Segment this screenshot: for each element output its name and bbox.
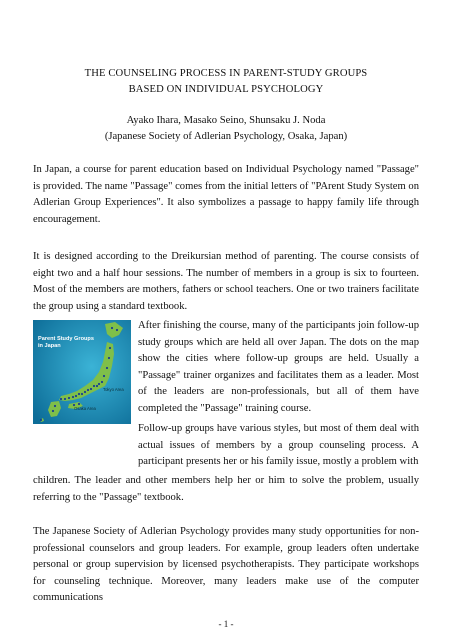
paragraph-group-styles-cont: children. The leader and other members help her or him to solve the problem, usually referring to the "Passage" textbook. xyxy=(33,475,419,503)
page-number: - 1 - xyxy=(218,619,234,629)
map-label-osaka: Osaka Area xyxy=(74,406,96,411)
paper-title-line-2: BASED ON INDIVIDUAL PSYCHOLOGY xyxy=(128,84,324,95)
paragraph-group-styles-start: Follow-up groups have various styles, but most of them deal with actual issues of members by a group counseling process. A participant presents her or his family issue, mostly a problem with xyxy=(138,423,419,468)
map-title: Parent Study Groups in Japan xyxy=(38,336,94,349)
paragraph-intro: In Japan, a course for parent education based on Individual Psychology named "Passage" is provided. The name "Passage" comes from the initial letters of "PArent Study System on Adlerian Group Experiences". It also symbolizes a passage to happy family life through encouragement. xyxy=(33,164,419,225)
map-label-tokyo: Tokyo Area xyxy=(103,387,124,392)
paper-title-line-1: THE COUNSELING PROCESS IN PARENT-STUDY GROUPS xyxy=(84,68,368,79)
paragraph-society-support: The Japanese Society of Adlerian Psychology provides many study opportunities for non-professional counselors and group leaders. For example, group leaders often undertake personal or group supervision by licensed psychotherapists. They participate workshops for counseling technique. Moreover, many leaders make use of the computer communications xyxy=(33,526,419,604)
paragraph-course-design: It is designed according to the Dreikursian method of parenting. The course consists of eight two and a half hour sessions. The number of members in a group is six to fourteen. Most of the members are mothers, fathers or school teachers. One or two trainers facilitate the group using a standard textbook. xyxy=(33,251,419,312)
author-affiliation: (Japanese Society of Adlerian Psychology, Osaka, Japan) xyxy=(104,131,348,142)
author-names: Ayako Ihara, Masako Seino, Shunsaku J. Noda xyxy=(126,115,326,126)
paragraph-follow-up-groups: After finishing the course, many of the participants join follow-up study groups which are held all over Japan. The dots on the map show the cities where follow-up groups are held. Usually a "Passage" trainer organizes and facilitates them as a leader. Most of the leaders are non-professionals, but all of them have completed the "Passage" training course. xyxy=(138,320,419,414)
japan-map-figure xyxy=(33,320,131,424)
